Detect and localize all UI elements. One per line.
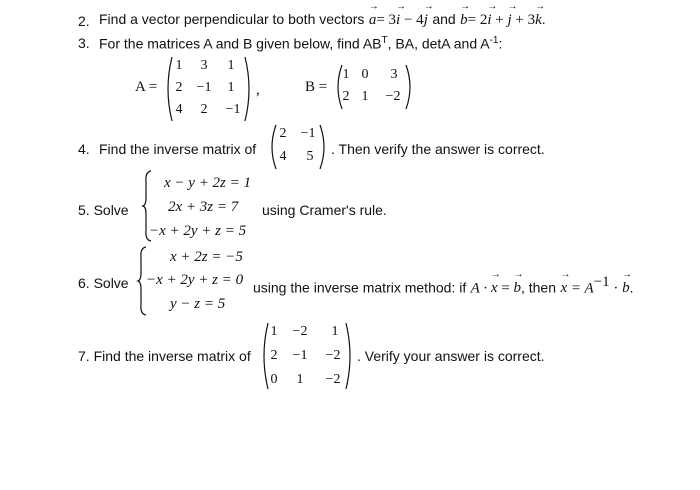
matrix-p4-cell: 5: [306, 149, 314, 164]
formula-a: A ·: [470, 280, 491, 297]
matrix-p7-cell: 2: [270, 348, 278, 363]
matrix-b-cell: 1: [361, 89, 369, 104]
problem-2-end: .: [541, 11, 546, 27]
matrix-b-cell: 1: [342, 67, 350, 82]
matrix-a-cell: 1: [175, 58, 183, 73]
matrix-a-cell: −1: [225, 102, 241, 117]
transpose-sup: T: [381, 35, 388, 46]
matrix-comma: ,: [256, 82, 260, 98]
matrix-a-cell: 2: [200, 102, 208, 117]
matrix-a-cell: 1: [227, 58, 235, 73]
matrix-a-cell: 2: [175, 80, 183, 95]
system-5-eq-1: x − y + 2z = 1: [164, 175, 252, 191]
unit-j-2: → j: [507, 12, 511, 29]
problem-7-text-2: . Verify your answer is correct.: [357, 348, 545, 364]
vector-a-eq: = 3: [376, 12, 397, 28]
matrix-p7-cell: −2: [292, 324, 308, 339]
matrix-p7-cell: 1: [296, 372, 304, 387]
problem-2-and: and: [432, 11, 456, 27]
problem-7-text: 7. Find the inverse matrix of: [78, 348, 251, 364]
matrix-p7-right-bracket: [345, 322, 355, 390]
unit-i: → i: [396, 12, 400, 29]
problem-3-text-3: :: [498, 35, 503, 52]
matrix-p7-cell: −2: [325, 348, 341, 363]
problem-3-line: [99, 35, 502, 52]
unit-j: → j: [424, 12, 428, 29]
problem-6-end: .: [629, 279, 634, 296]
inverse-sup: -1: [489, 35, 499, 46]
system-6-eq-1: x + 2z = −5: [170, 249, 243, 265]
problem-4-text: Find the inverse matrix of: [99, 141, 257, 157]
minus-4: − 4: [400, 12, 424, 28]
plus-3: + 3: [511, 12, 536, 28]
problem-5-label: 5. Solve: [78, 202, 129, 218]
formula-a-inv: = A: [567, 280, 594, 297]
vector-b: → b: [460, 12, 468, 29]
matrix-p4-cell: 2: [279, 126, 287, 141]
vector-b-eq: = 2: [467, 12, 488, 28]
vector-x: → x: [491, 280, 498, 297]
problem-3-text-2: , BA, detA and A: [387, 35, 490, 52]
matrix-a-label: A =: [135, 79, 158, 95]
problem-5-method: using Cramer's rule.: [262, 202, 387, 218]
vector-b-p6-2: → b: [622, 280, 630, 297]
matrix-p4-cell: 4: [279, 149, 287, 164]
matrix-p7-cell: 0: [270, 372, 278, 387]
matrix-a-cell: 1: [227, 80, 235, 95]
problem-3-text: For the matrices A and B given below, find AB: [99, 35, 382, 52]
problem-4-text-2: . Then verify the answer is correct.: [331, 141, 545, 157]
problem-2-text: Find a vector perpendicular to both vectors: [99, 11, 365, 27]
problem-4-number: 4.: [78, 141, 90, 157]
plus-1: +: [491, 12, 508, 28]
matrix-b-label: B =: [305, 79, 328, 95]
matrix-b-cell: −2: [385, 89, 401, 104]
matrix-b-cell: 0: [361, 67, 369, 82]
problem-6-label: 6. Solve: [78, 275, 129, 291]
problem-6-method-line: [253, 274, 634, 297]
problem-6-method: using the inverse matrix method: if: [253, 279, 467, 296]
matrix-p7-cell: 1: [270, 324, 278, 339]
formula-inv-sup: −1: [593, 274, 610, 290]
vector-x-2: → x: [560, 280, 567, 297]
system-5-eq-3: −x + 2y + z = 5: [149, 223, 247, 239]
vector-b-p6: → b: [513, 280, 521, 297]
matrix-b-cell: 3: [390, 67, 398, 82]
matrix-p7-cell: −2: [325, 372, 341, 387]
system-6-eq-3: y − z = 5: [170, 296, 226, 312]
matrix-p7-cell: −1: [292, 348, 308, 363]
matrix-p4-cell: −1: [300, 126, 316, 141]
unit-i-2: → i: [487, 12, 491, 29]
system-5-eq-2: 2x + 3z = 7: [168, 199, 239, 215]
problem-2-line: [99, 11, 546, 29]
problem-2-number: 2.: [78, 13, 90, 29]
matrix-p7-cell: 1: [331, 324, 339, 339]
formula-eq: =: [497, 280, 514, 297]
matrix-p4-right-bracket: [319, 124, 329, 170]
formula-dot: ·: [609, 280, 623, 297]
vector-a: → a: [369, 12, 377, 29]
problem-3-number: 3.: [78, 35, 90, 51]
unit-k: → k: [535, 12, 542, 29]
matrix-a-cell: −1: [196, 80, 212, 95]
matrix-b-right-bracket: [405, 64, 415, 110]
problem-6-then: , then: [520, 279, 556, 296]
matrix-a-cell: 3: [200, 58, 208, 73]
matrix-b-cell: 2: [342, 89, 350, 104]
matrix-a-cell: 4: [175, 102, 183, 117]
system-6-eq-2: −x + 2y + z = 0: [146, 272, 244, 288]
matrix-a-right-bracket: [244, 56, 254, 122]
